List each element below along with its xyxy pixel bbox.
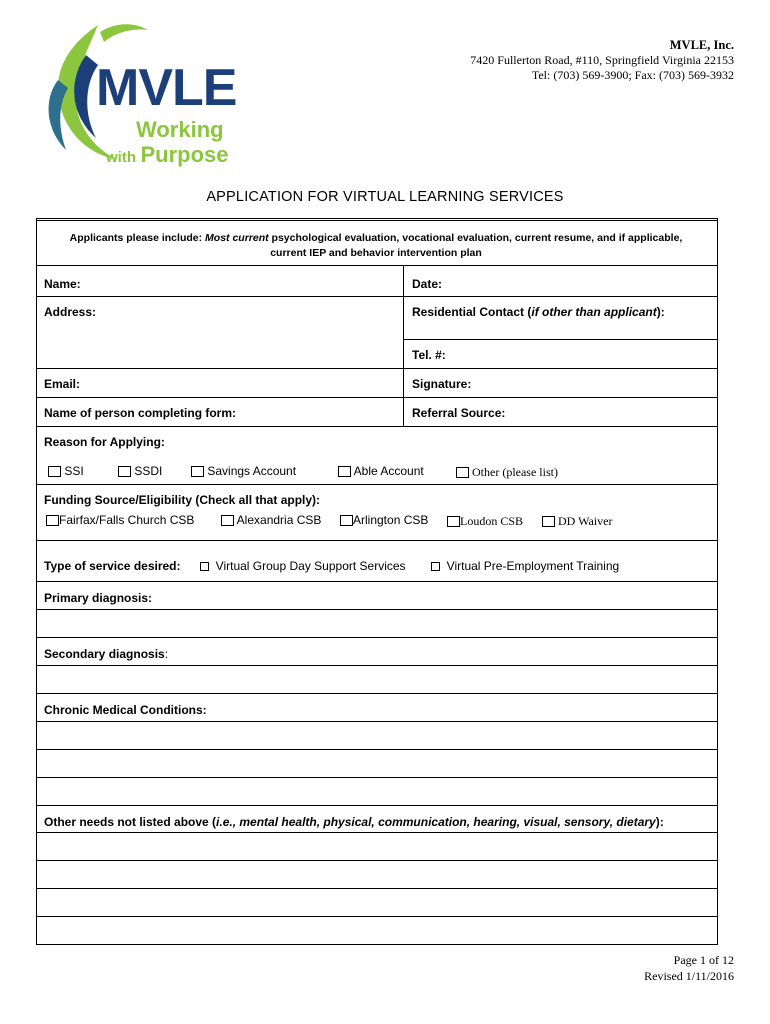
checkbox[interactable] bbox=[542, 516, 555, 527]
secondary-diagnosis-text: Secondary diagnosis bbox=[44, 647, 165, 661]
checkbox[interactable] bbox=[221, 515, 234, 526]
reason-option-ssi[interactable] bbox=[48, 464, 84, 478]
logo-tagline-purpose: Purpose bbox=[140, 142, 229, 167]
option-label: SSI bbox=[64, 464, 84, 478]
option-label: Virtual Group Day Support Services bbox=[215, 559, 406, 573]
option-label: Alexandria CSB bbox=[236, 513, 322, 527]
checkbox[interactable] bbox=[200, 562, 209, 571]
service-option-day-support[interactable] bbox=[200, 559, 406, 573]
option-label: Other (please list) bbox=[472, 465, 558, 479]
address-label: Address: bbox=[44, 305, 97, 319]
divider bbox=[36, 484, 717, 485]
divider bbox=[36, 888, 717, 889]
org-phone: Tel: (703) 569-3900; Fax: (703) 569-3932 bbox=[531, 68, 734, 82]
checkbox[interactable] bbox=[447, 516, 460, 527]
mvle-logo bbox=[38, 20, 278, 170]
logo-brand-text: MVLE bbox=[96, 59, 237, 117]
residential-contact-emphasis: if other than applicant bbox=[531, 305, 657, 319]
name-label: Name: bbox=[44, 277, 81, 291]
divider bbox=[36, 693, 717, 694]
person-completing-label: Name of person completing form: bbox=[44, 406, 237, 420]
instructions-line2: current IEP and behavior intervention plan bbox=[270, 247, 482, 259]
page-footer bbox=[644, 952, 734, 984]
other-needs-label bbox=[44, 815, 664, 829]
divider bbox=[36, 265, 717, 266]
date-label: Date: bbox=[412, 277, 443, 291]
signature-label: Signature: bbox=[412, 377, 472, 391]
divider bbox=[36, 721, 717, 722]
service-label: Type of service desired: bbox=[44, 559, 181, 573]
other-needs-prefix: Other needs not listed above ( bbox=[44, 815, 217, 829]
funding-option-dd-waiver[interactable] bbox=[542, 514, 612, 529]
reason-option-able[interactable] bbox=[338, 464, 424, 478]
other-needs-suffix: ): bbox=[655, 815, 664, 829]
divider bbox=[403, 339, 717, 340]
reason-option-savings[interactable] bbox=[191, 464, 296, 478]
divider bbox=[36, 637, 717, 638]
reason-label: Reason for Applying: bbox=[44, 435, 165, 449]
option-label: SSDI bbox=[134, 464, 163, 478]
option-label: Virtual Pre-Employment Training bbox=[446, 559, 620, 573]
email-label: Email: bbox=[44, 377, 81, 391]
other-needs-emphasis: i.e., mental health, physical, communication, hearing, visual, sensory, dietary bbox=[216, 815, 656, 829]
service-option-pre-employment[interactable] bbox=[431, 559, 619, 573]
logo-tagline-with: with bbox=[106, 149, 136, 166]
funding-option-alexandria[interactable] bbox=[221, 513, 321, 527]
residential-contact-suffix: ): bbox=[656, 305, 665, 319]
checkbox[interactable] bbox=[191, 466, 204, 477]
reason-option-ssdi[interactable] bbox=[118, 464, 162, 478]
residential-contact-prefix: Residential Contact ( bbox=[412, 305, 532, 319]
logo-tagline-line2 bbox=[106, 142, 228, 171]
revision-date: Revised 1/11/2016 bbox=[644, 969, 734, 983]
checkbox[interactable] bbox=[118, 466, 131, 477]
divider bbox=[36, 777, 717, 778]
logo-tagline-line1: Working bbox=[136, 117, 224, 142]
checkbox[interactable] bbox=[340, 515, 353, 526]
divider bbox=[36, 832, 717, 833]
column-divider bbox=[403, 266, 404, 427]
residential-contact-label bbox=[412, 305, 665, 319]
form-title: APPLICATION FOR VIRTUAL LEARNING SERVICES bbox=[206, 189, 564, 205]
funding-label: Funding Source/Eligibility (Check all that apply): bbox=[44, 493, 321, 507]
divider bbox=[36, 397, 717, 398]
funding-option-arlington[interactable] bbox=[340, 513, 428, 527]
divider bbox=[36, 296, 717, 297]
referral-source-label: Referral Source: bbox=[412, 406, 506, 420]
checkbox[interactable] bbox=[431, 562, 440, 571]
funding-option-loudon[interactable] bbox=[447, 514, 523, 529]
option-label: Savings Account bbox=[207, 464, 297, 478]
divider bbox=[36, 426, 717, 427]
checkbox[interactable] bbox=[46, 515, 59, 526]
divider bbox=[36, 749, 717, 750]
divider bbox=[36, 916, 717, 917]
checkbox[interactable] bbox=[338, 466, 351, 477]
page-number: Page 1 of 12 bbox=[673, 953, 734, 967]
org-address: 7420 Fullerton Road, #110, Springfield Virginia 22153 bbox=[470, 53, 734, 67]
secondary-diagnosis-label bbox=[44, 647, 168, 661]
option-label: Arlington CSB bbox=[353, 513, 429, 527]
divider bbox=[36, 609, 717, 610]
option-label: DD Waiver bbox=[558, 514, 613, 528]
instructions-rest: psychological evaluation, vocational evaluation, current resume, and if applicable, bbox=[268, 232, 683, 244]
chronic-conditions-label: Chronic Medical Conditions: bbox=[44, 703, 207, 717]
org-contact-block bbox=[470, 38, 734, 83]
checkbox[interactable] bbox=[456, 467, 469, 478]
secondary-diagnosis-colon: : bbox=[164, 647, 169, 661]
instructions-emphasis: Most current bbox=[205, 232, 269, 244]
funding-option-fairfax[interactable] bbox=[46, 513, 194, 527]
option-label: Fairfax/Falls Church CSB bbox=[59, 513, 195, 527]
option-label: Loudon CSB bbox=[460, 514, 524, 528]
org-name: MVLE, Inc. bbox=[669, 38, 734, 52]
primary-diagnosis-label: Primary diagnosis: bbox=[44, 591, 153, 605]
divider bbox=[36, 368, 717, 369]
reason-option-other[interactable] bbox=[456, 465, 558, 480]
tel-label: Tel. #: bbox=[412, 348, 446, 362]
option-label: Able Account bbox=[353, 464, 424, 478]
divider bbox=[36, 665, 717, 666]
checkbox[interactable] bbox=[48, 466, 61, 477]
divider bbox=[36, 581, 717, 582]
instructions bbox=[40, 231, 712, 261]
divider bbox=[36, 540, 717, 541]
divider bbox=[36, 860, 717, 861]
instructions-prefix: Applicants please include: bbox=[69, 232, 206, 244]
divider bbox=[36, 805, 717, 806]
